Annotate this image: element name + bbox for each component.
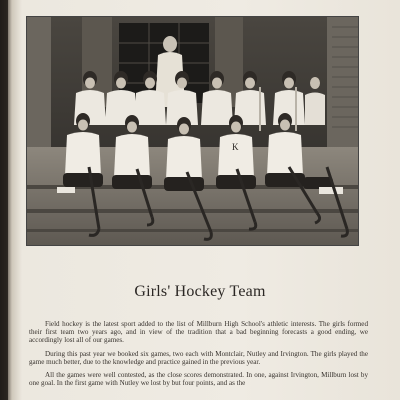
team-photo-image [27, 17, 358, 245]
book-spine-shadow [0, 0, 8, 400]
article-body [29, 320, 368, 392]
svg-text:K: K [232, 142, 239, 152]
paragraph: During this past year we booked six games, two each with Montclair, Nutley and Irvington. The girls played the game much better, due to the knowledge and practice gained in the previous year. [29, 349, 368, 366]
page-title: Girls' Hockey Team [134, 283, 266, 300]
paragraph: All the games were well contested, as the close scores demonstrated. In one, against Irvington, Millburn lost by one goal. In the first game with Nutley we lost by but four points, and as the [29, 371, 368, 388]
team-photo [27, 17, 358, 245]
paragraph: Field hockey is the latest sport added to the list of Millburn High School's athletic interests. The girls formed their first team two years ago, and in view of the tradition that a bad beginning forecasts a good ending, we accordingly lost all of our games. [29, 320, 368, 345]
